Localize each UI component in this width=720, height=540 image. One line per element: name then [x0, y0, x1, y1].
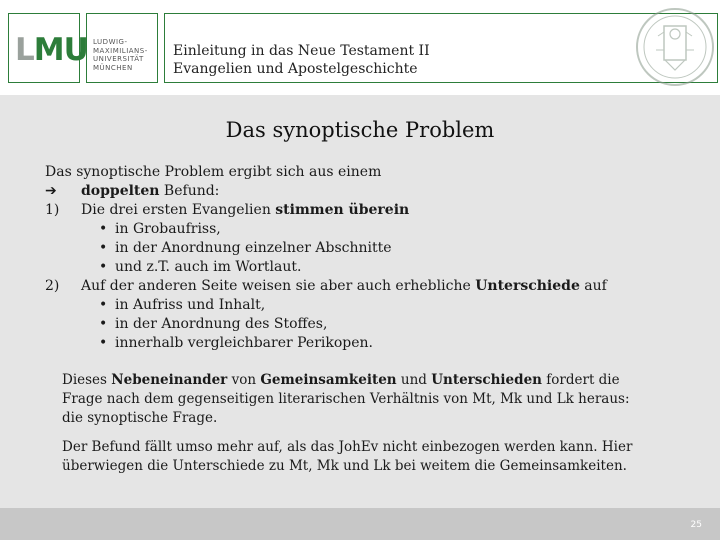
bullet-icon: • [99, 316, 108, 332]
bullet-icon: • [99, 221, 108, 237]
list-item: • und z.T. auch im Wortlaut. [99, 259, 302, 275]
list-item: • in der Anordnung des Stoffes, [99, 316, 328, 332]
arrow-line: ➔ doppelten Befund: [45, 183, 220, 199]
university-seal-icon [634, 6, 716, 88]
list-item: • innerhalb vergleichbarer Perikopen. [99, 335, 373, 351]
lmu-logo-text: LMU [15, 32, 88, 68]
university-name: LUDWIG- MAXIMILIANS- UNIVERSITÄT MÜNCHEN [93, 38, 148, 72]
course-title: Einleitung in das Neue Testament II Evangelien und Apostelgeschichte [173, 43, 430, 77]
bullet-icon: • [99, 335, 108, 351]
point-2: 2) Auf der anderen Seite weisen sie aber auch erhebliche Unterschiede auf [45, 278, 607, 294]
arrow-right-icon: ➔ [45, 183, 57, 199]
list-item: • in der Anordnung einzelner Abschnitte [99, 240, 392, 256]
bullet-icon: • [99, 240, 108, 256]
paragraph-john-gospel: Der Befund fällt umso mehr auf, als das JohEv nicht einbezogen werden kann. Hier überwiegen die Unterschiede zu Mt, Mk und Lk bei weitem die Gemeinsamkeiten. [62, 439, 633, 474]
lmu-logo [8, 13, 88, 83]
slide-header [0, 0, 720, 95]
list-item: • in Grobaufriss, [99, 221, 221, 237]
bullet-icon: • [99, 259, 108, 275]
paragraph-synoptic-question: Dieses Nebeneinander von Gemeinsamkeiten und Unterschieden fordert die Frage nach dem gegenseitigen literarischen Verhältnis von Mt, Mk und Lk heraus: die synoptische Frage. [62, 372, 630, 426]
slide-title: Das synoptische Problem [225, 118, 495, 142]
list-item: • in Aufriss und Inhalt, [99, 297, 266, 313]
university-name-box [86, 13, 158, 83]
intro-line: Das synoptische Problem ergibt sich aus einem [45, 164, 382, 180]
slide-body [45, 163, 607, 353]
bullet-icon: • [99, 297, 108, 313]
slide-footer [0, 508, 720, 540]
point-1: 1) Die drei ersten Evangelien stimmen überein [45, 202, 410, 218]
page-number: 25 [690, 520, 702, 530]
